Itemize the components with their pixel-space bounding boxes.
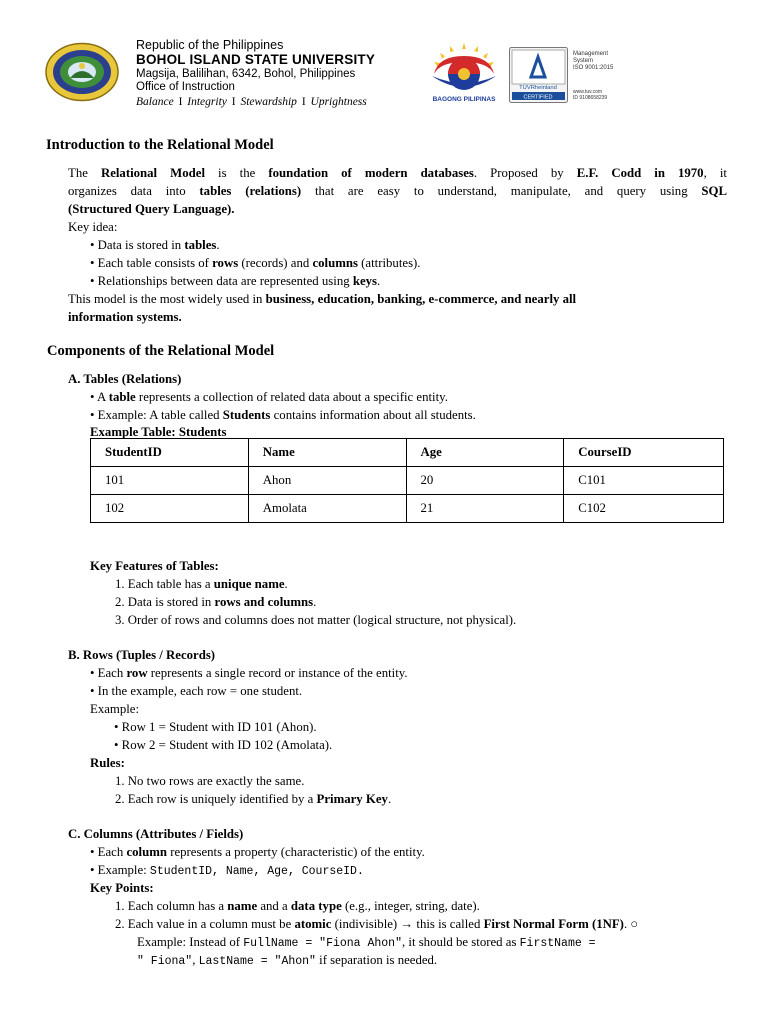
key-point-item-1: 1. Each column has a name and a data type (e.g., integer, string, date). [115,899,480,913]
table-header-cell: Name [248,439,406,467]
cert-line3: ISO 9001:2015 [573,65,614,71]
cert-site: www.tuv.com [573,89,603,95]
usage-paragraph-line2: information systems. [68,310,182,324]
columns-subheading: C. Columns (Attributes / Fields) [68,827,244,841]
key-point-item-2: 2. Each value in a column must be atomic (indivisible) → this is called First Normal Form (1NF). ○ [115,917,639,931]
key-idea-bullet-1: • Data is stored in tables. [90,238,220,252]
feature-item-3: 3. Order of rows and columns does not matter (logical structure, not physical). [115,613,517,627]
intro-paragraph-line2: organizes data into tables (relations) that are easy to understand, manipulate, and query using SQL [68,184,727,198]
students-table [90,438,724,523]
rule-item-2: 2. Each row is uniquely identified by a Primary Key. [115,792,392,806]
feature-item-2: 2. Data is stored in rows and columns. [115,595,317,609]
cert-id: ID 9108658239 [573,95,608,101]
key-idea-bullet-3: • Relationships between data are represented using keys. [90,274,381,288]
rules-heading: Rules: [90,756,125,770]
table-caption: Example Table: Students [90,425,227,439]
cert-brand: TÜVRheinland [519,85,557,91]
republic-line: Republic of the Philippines [136,38,284,52]
table-cell: C101 [564,467,724,495]
iso-certification-badge-icon [509,47,639,103]
bagong-pilipinas-logo-icon [426,42,502,104]
columns-bullet-2: • Example: StudentID, Name, Age, CourseID. [90,863,364,878]
cert-line1: Management [573,51,609,57]
rows-example-1: • Row 1 = Student with ID 101 (Ahon). [114,720,317,734]
table-header-cell: StudentID [91,439,249,467]
table-cell: Amolata [248,495,406,523]
motto-separator: I [178,96,183,108]
table-cell: 101 [91,467,249,495]
features-heading: Key Features of Tables: [90,559,219,573]
key-point-example-line1: Example: Instead of FullName = "Fiona Ahon", it should be stored as FirstName = [137,935,596,950]
table-header-cell: CourseID [564,439,724,467]
intro-paragraph-line3: (Structured Query Language). [68,202,235,216]
table-cell: 20 [406,467,564,495]
intro-paragraph-line1: The Relational Model is the foundation of modern databases. Proposed by E.F. Codd in 1970, it [68,166,727,180]
motto-integrity: Integrity [187,96,227,108]
rule-item-1: 1. No two rows are exactly the same. [115,774,305,788]
rows-example-2: • Row 2 = Student with ID 102 (Amolata). [114,738,333,752]
motto-balance: Balance [136,96,174,108]
table-cell: Ahon [248,467,406,495]
table-cell: 21 [406,495,564,523]
rows-subheading: B. Rows (Tuples / Records) [68,648,216,662]
university-name: BOHOL ISLAND STATE UNIVERSITY [136,52,376,67]
motto-stewardship: Stewardship [240,96,297,108]
bagong-pilipinas-text: BAGONG PILIPINAS [432,96,496,103]
university-address: Magsija, Balilihan, 6342, Bohol, Philippines [136,68,356,80]
key-idea-label: Key idea: [68,220,118,234]
rows-bullet-2: • In the example, each row = one student. [90,684,303,698]
feature-item-1: 1. Each table has a unique name. [115,577,288,591]
table-row [91,467,724,495]
key-points-heading: Key Points: [90,881,154,895]
key-point-example-line2: " Fiona", LastName = "Ahon" if separation is needed. [137,953,438,968]
rows-example-label: Example: [90,702,140,716]
motto-separator: I [301,96,306,108]
tables-subheading: A. Tables (Relations) [68,372,182,386]
table-cell: 102 [91,495,249,523]
cert-line2: System [573,58,594,64]
table-row [91,495,724,523]
motto-separator: I [231,96,236,108]
university-seal-icon [44,42,120,102]
components-heading: Components of the Relational Model [47,343,275,359]
usage-paragraph-line1: This model is the most widely used in business, education, banking, e-commerce, and nearly all [68,292,577,306]
key-idea-bullet-2: • Each table consists of rows (records) and columns (attributes). [90,256,421,270]
tables-bullet-2: • Example: A table called Students contains information about all students. [90,408,476,422]
intro-heading: Introduction to the Relational Model [46,137,274,153]
table-header-cell: Age [406,439,564,467]
columns-bullet-1: • Each column represents a property (characteristic) of the entity. [90,845,425,859]
cert-badge: CERTIFIED [523,94,553,101]
motto-uprightness: Uprightness [310,96,367,108]
university-motto [136,96,367,108]
rows-bullet-1: • Each row represents a single record or instance of the entity. [90,666,408,680]
university-info [136,38,375,94]
office-name: Office of Instruction [136,81,235,93]
letterhead [0,0,768,120]
table-cell: C102 [564,495,724,523]
tables-bullet-1: • A table represents a collection of related data about a specific entity. [90,390,448,404]
table-header-row [91,439,724,467]
